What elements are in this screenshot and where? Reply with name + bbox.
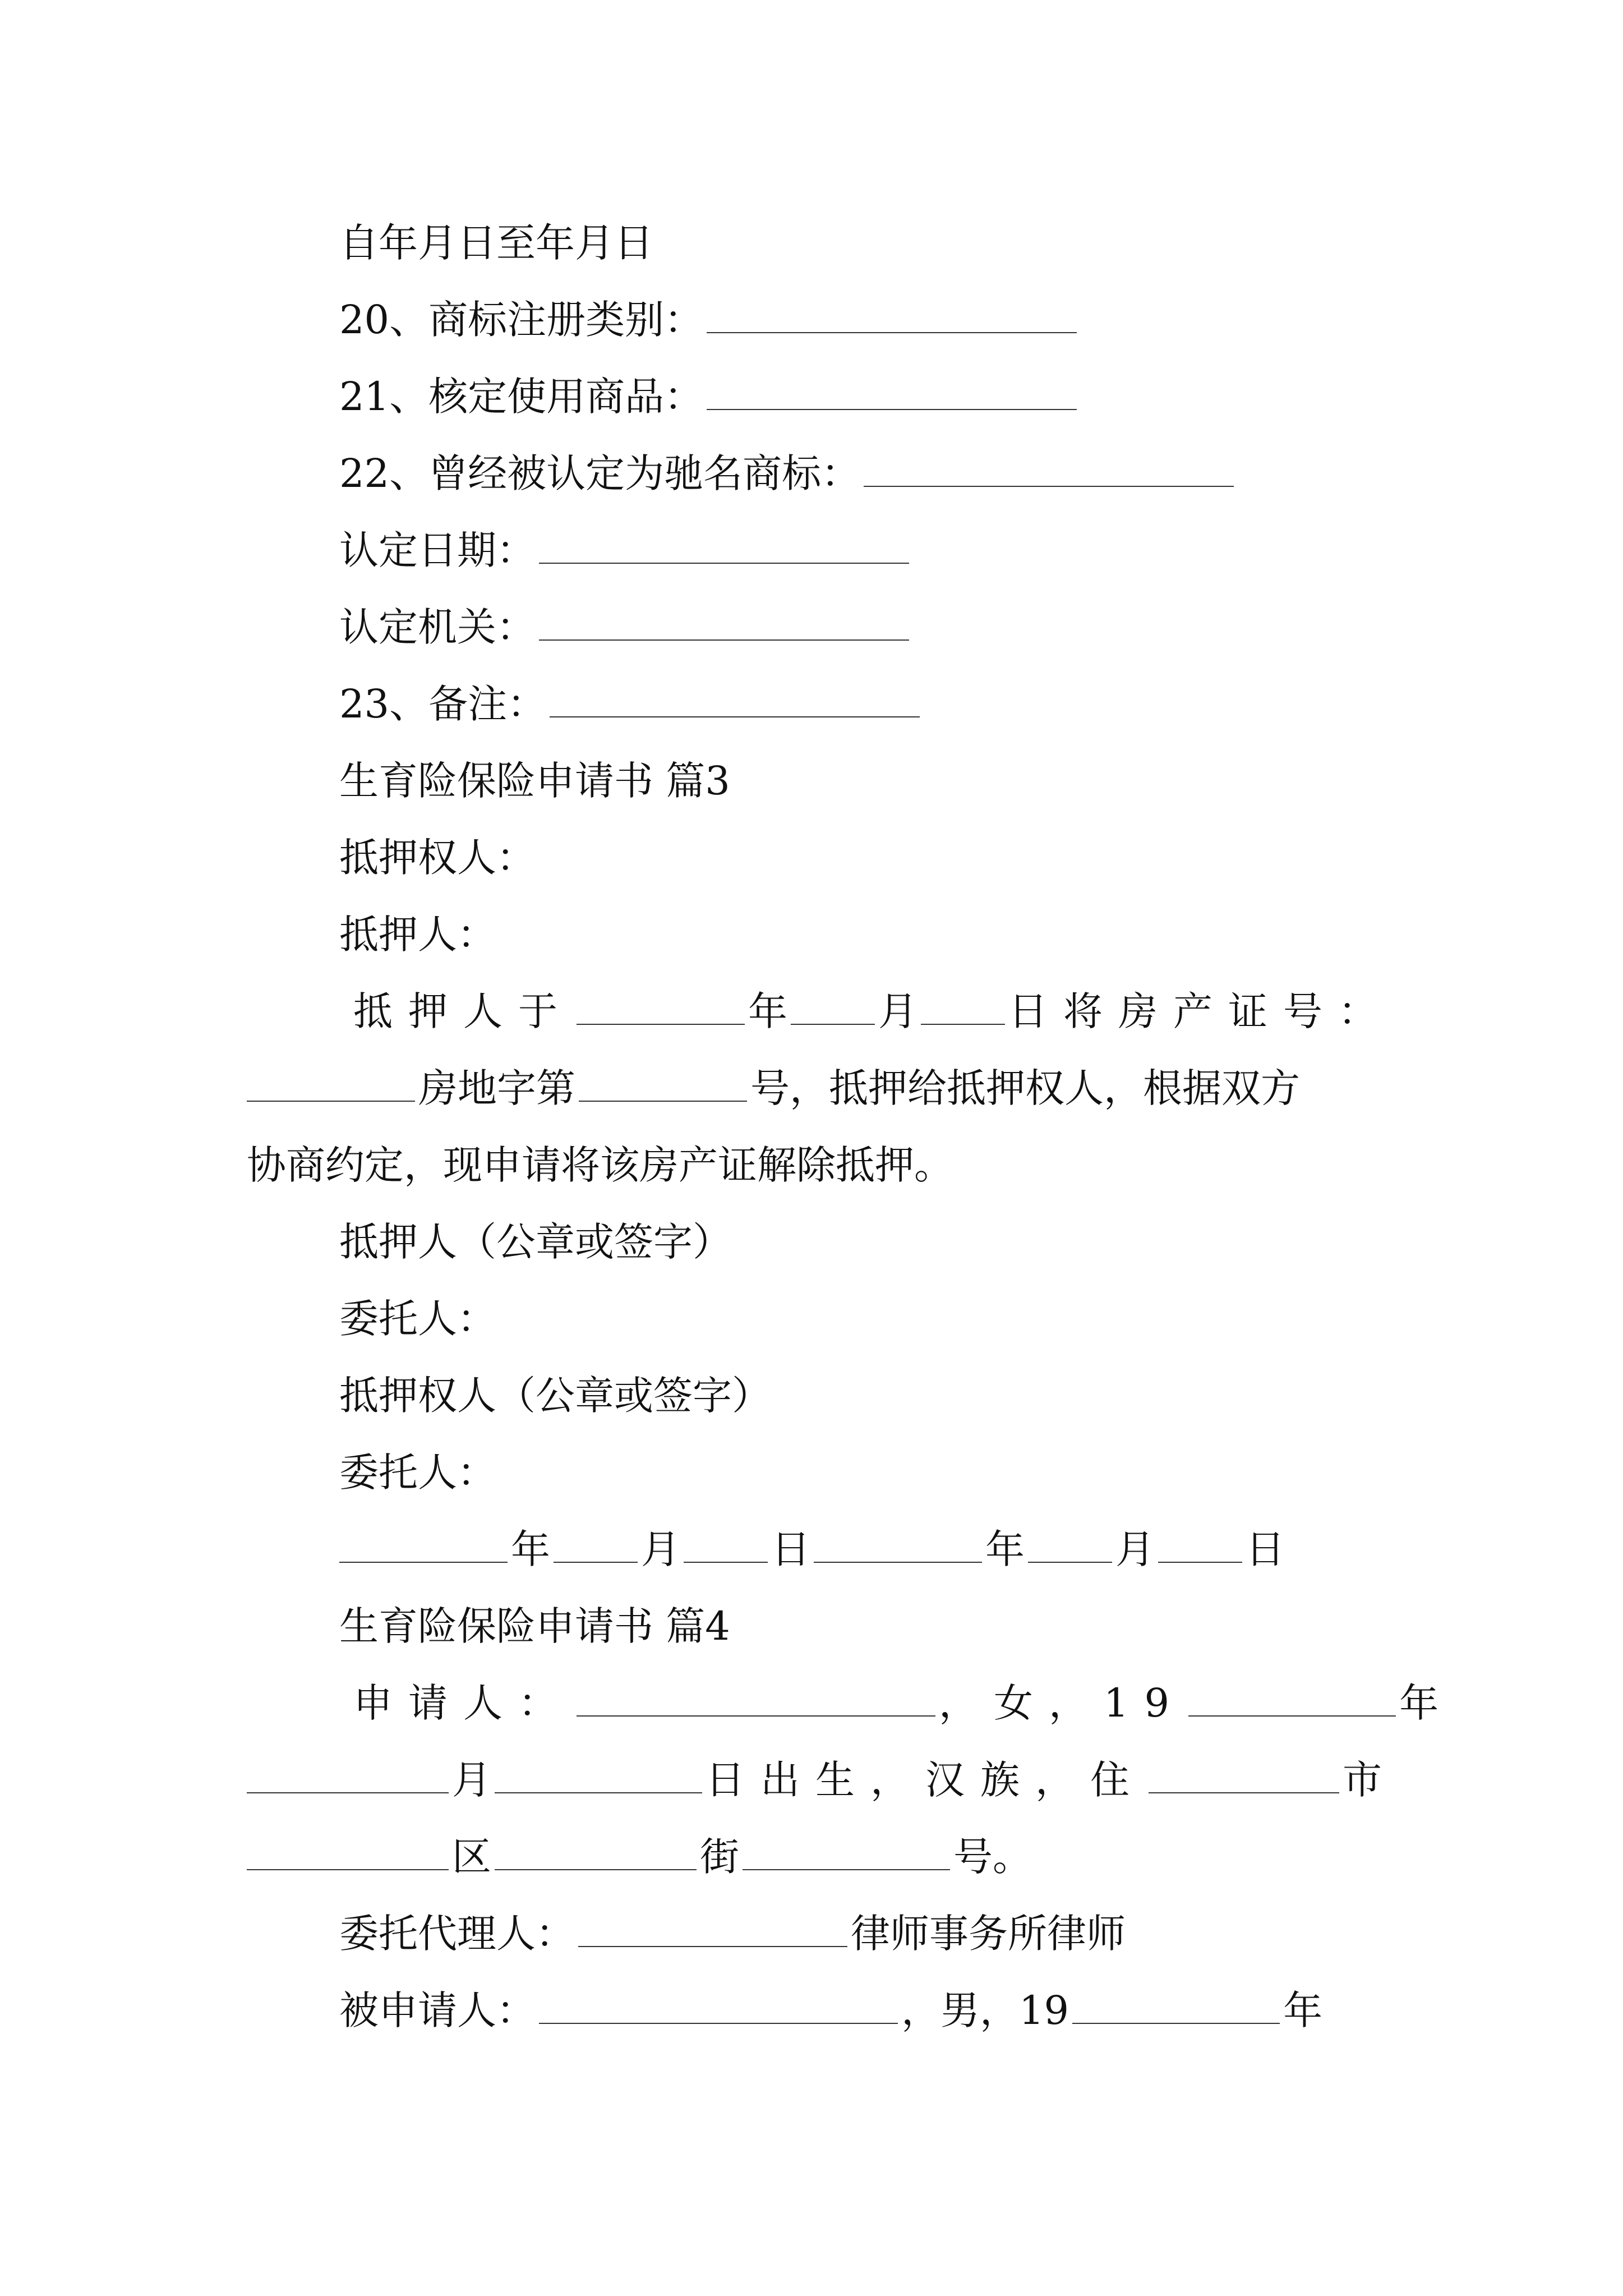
text-line bbox=[339, 1599, 730, 1653]
date-text: 年 bbox=[511, 1526, 550, 1572]
blank-field[interactable] bbox=[577, 1023, 745, 1025]
mortgagee-signature-label: 抵押权人（公章或签字） bbox=[339, 1373, 771, 1419]
date-text: 月 bbox=[641, 1526, 680, 1572]
blank-field[interactable] bbox=[814, 1561, 982, 1563]
blank-field[interactable] bbox=[864, 485, 1234, 487]
paragraph-text: 抵押人于 bbox=[353, 988, 573, 1034]
item-22-label: 22、曾经被认定为驰名商标： bbox=[339, 450, 861, 496]
blank-field[interactable] bbox=[247, 1100, 415, 1102]
paragraph-text: 区 bbox=[452, 1834, 491, 1880]
text-line bbox=[339, 370, 1080, 424]
paragraph-text: 月 bbox=[878, 988, 917, 1034]
paragraph-text: 年 bbox=[1399, 1680, 1439, 1726]
trustee-label: 委托人： bbox=[339, 1296, 496, 1342]
mortgagee-label: 抵押权人： bbox=[339, 835, 536, 881]
text-line bbox=[339, 523, 912, 577]
blank-field[interactable] bbox=[1149, 1792, 1339, 1793]
paragraph-text: 街 bbox=[700, 1834, 739, 1880]
text-line bbox=[247, 1061, 1300, 1115]
text-line bbox=[339, 677, 923, 731]
respondent-label: 被申请人： bbox=[339, 1987, 536, 2033]
date-text: 日 bbox=[771, 1526, 810, 1572]
text-line bbox=[339, 1984, 1322, 2037]
blank-field[interactable] bbox=[578, 1945, 847, 1947]
text-line bbox=[339, 1446, 496, 1499]
section-heading: 生育险保险申请书 篇4 bbox=[339, 1603, 730, 1649]
text-line bbox=[339, 293, 1080, 347]
date-range-text: 自年月日至年月日 bbox=[339, 220, 653, 266]
paragraph-text: ，男，19 bbox=[901, 1987, 1069, 2033]
item-21-label: 21、核定使用商品： bbox=[339, 374, 704, 420]
blank-field[interactable] bbox=[579, 1100, 747, 1102]
text-line bbox=[339, 754, 730, 808]
blank-field[interactable] bbox=[539, 562, 909, 564]
paragraph-text: 日出生，汉族，住 bbox=[706, 1757, 1145, 1803]
mortgagor-signature-label: 抵押人（公章或签字） bbox=[339, 1219, 732, 1265]
blank-field[interactable] bbox=[791, 1023, 875, 1025]
blank-field[interactable] bbox=[707, 332, 1077, 333]
blank-field[interactable] bbox=[577, 1715, 935, 1717]
text-line bbox=[339, 908, 496, 961]
blank-field[interactable] bbox=[247, 1869, 449, 1870]
blank-field[interactable] bbox=[495, 1792, 702, 1793]
recognition-date-label: 认定日期： bbox=[339, 527, 536, 573]
text-line bbox=[339, 1522, 1285, 1576]
blank-field[interactable] bbox=[495, 1869, 697, 1870]
blank-field[interactable] bbox=[684, 1561, 768, 1563]
trustee-label: 委托人： bbox=[339, 1450, 496, 1496]
section-heading: 生育险保险申请书 篇3 bbox=[339, 758, 730, 804]
paragraph-text: 市 bbox=[1343, 1757, 1382, 1803]
blank-field[interactable] bbox=[339, 1561, 508, 1563]
law-firm-text: 律师事务所律师 bbox=[851, 1911, 1126, 1957]
paragraph-text: 号，抵押给抵押权人，根据双方 bbox=[750, 1065, 1300, 1111]
recognition-authority-label: 认定机关： bbox=[339, 604, 536, 650]
item-20-label: 20、商标注册类别： bbox=[339, 297, 704, 343]
paragraph-text: 房地字第 bbox=[418, 1065, 575, 1111]
paragraph-text: 协商约定，现申请将该房产证解除抵押。 bbox=[247, 1142, 953, 1188]
paragraph-text: ，女，19 bbox=[939, 1680, 1186, 1726]
blank-field[interactable] bbox=[1158, 1561, 1242, 1563]
date-text: 年 bbox=[985, 1526, 1025, 1572]
text-line bbox=[339, 600, 912, 654]
text-line bbox=[247, 1753, 1382, 1807]
text-line bbox=[339, 1292, 496, 1346]
blank-field[interactable] bbox=[707, 408, 1077, 410]
mortgagor-label: 抵押人： bbox=[339, 912, 496, 958]
paragraph-text: 月 bbox=[452, 1757, 491, 1803]
text-line bbox=[353, 984, 1393, 1038]
text-line bbox=[339, 1215, 732, 1269]
paragraph-text: 申请人： bbox=[353, 1680, 573, 1726]
text-line bbox=[353, 1676, 1438, 1730]
date-text: 日 bbox=[1246, 1526, 1285, 1572]
paragraph-text: 号。 bbox=[953, 1834, 1032, 1880]
blank-field[interactable] bbox=[539, 2022, 898, 2024]
blank-field[interactable] bbox=[1072, 2022, 1280, 2024]
item-23-label: 23、备注： bbox=[339, 681, 547, 727]
blank-field[interactable] bbox=[1188, 1715, 1396, 1717]
blank-field[interactable] bbox=[539, 639, 909, 641]
blank-field[interactable] bbox=[554, 1561, 638, 1563]
blank-field[interactable] bbox=[247, 1792, 449, 1793]
paragraph-text: 年 bbox=[1283, 1987, 1323, 2033]
blank-field[interactable] bbox=[1028, 1561, 1112, 1563]
text-line bbox=[247, 1830, 1032, 1884]
agent-label: 委托代理人： bbox=[339, 1911, 575, 1957]
blank-field[interactable] bbox=[743, 1869, 950, 1870]
text-line bbox=[339, 1369, 771, 1423]
date-text: 月 bbox=[1115, 1526, 1155, 1572]
text-line bbox=[339, 447, 1237, 500]
text-line bbox=[339, 216, 653, 270]
text-line bbox=[247, 1138, 953, 1192]
text-line bbox=[339, 1907, 1126, 1961]
paragraph-text: 日将房产证号： bbox=[1008, 988, 1393, 1034]
blank-field[interactable] bbox=[921, 1023, 1005, 1025]
paragraph-text: 年 bbox=[748, 988, 787, 1034]
text-line bbox=[339, 831, 536, 885]
blank-field[interactable] bbox=[550, 716, 920, 717]
